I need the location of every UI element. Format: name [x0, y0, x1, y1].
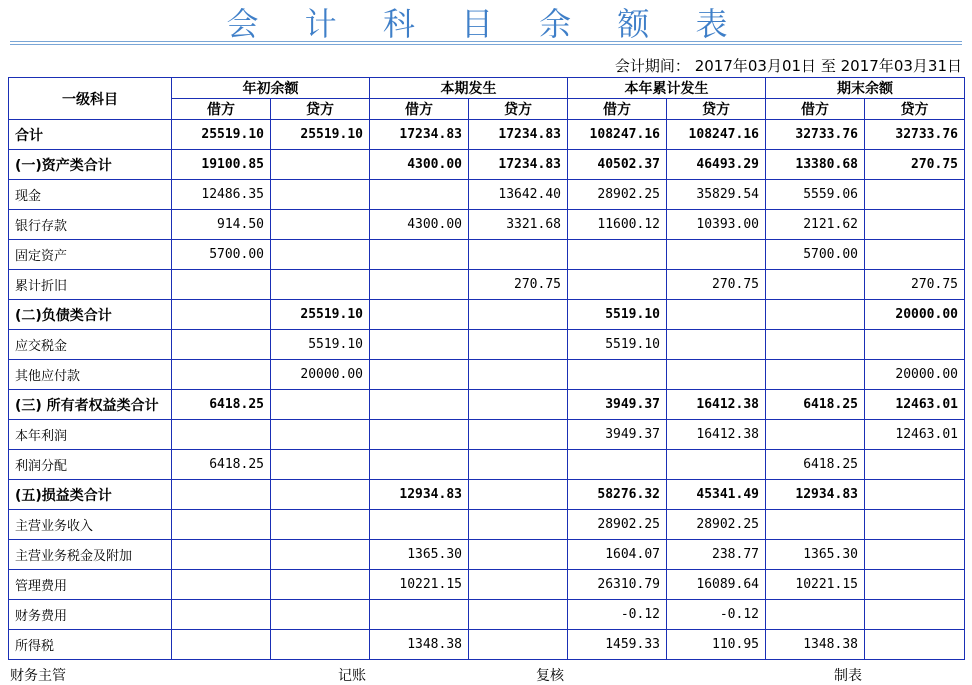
debit-cell: 1365.30	[370, 540, 469, 570]
table-row	[9, 120, 965, 150]
subject-name: (五)损益类合计	[9, 480, 172, 510]
debit-cell	[370, 330, 469, 360]
table-row	[9, 300, 965, 330]
debit-cell: 1348.38	[766, 630, 865, 660]
debit-cell: 6418.25	[172, 390, 271, 420]
credit-cell	[865, 570, 965, 600]
subject-name: 银行存款	[9, 210, 172, 240]
header-row-groups	[9, 78, 965, 99]
credit-cell: 16412.38	[667, 420, 766, 450]
credit-cell	[667, 360, 766, 390]
debit-cell	[568, 270, 667, 300]
header-group-closing: 期末余额	[766, 78, 965, 99]
debit-cell: 6418.25	[172, 450, 271, 480]
credit-cell	[271, 390, 370, 420]
period-to: 至	[820, 57, 836, 75]
subject-name: 累计折旧	[9, 270, 172, 300]
debit-cell	[172, 510, 271, 540]
table-row	[9, 150, 965, 180]
header-credit: 贷方	[865, 99, 965, 120]
debit-cell	[766, 600, 865, 630]
credit-cell: 12463.01	[865, 420, 965, 450]
footer-supervisor: 财务主管	[10, 668, 66, 684]
credit-cell: 45341.49	[667, 480, 766, 510]
period-label: 会计期间：	[614, 57, 690, 75]
credit-cell: 110.95	[667, 630, 766, 660]
credit-cell	[469, 570, 568, 600]
credit-cell	[667, 450, 766, 480]
subject-name: 财务费用	[9, 600, 172, 630]
credit-cell: 5519.10	[271, 330, 370, 360]
debit-cell	[172, 360, 271, 390]
debit-cell: 12486.35	[172, 180, 271, 210]
subject-name: (三) 所有者权益类合计	[9, 390, 172, 420]
credit-cell: 13642.40	[469, 180, 568, 210]
footer-reviewer: 复核	[536, 668, 564, 684]
credit-cell	[271, 270, 370, 300]
credit-cell	[469, 540, 568, 570]
header-group-ytd: 本年累计发生	[568, 78, 766, 99]
credit-cell: 270.75	[865, 150, 965, 180]
credit-cell	[865, 180, 965, 210]
subject-name: (二)负债类合计	[9, 300, 172, 330]
debit-cell	[370, 180, 469, 210]
table-row	[9, 270, 965, 300]
credit-cell	[271, 210, 370, 240]
table-row	[9, 210, 965, 240]
table-row	[9, 360, 965, 390]
credit-cell	[469, 390, 568, 420]
credit-cell: 46493.29	[667, 150, 766, 180]
debit-cell	[172, 420, 271, 450]
period-end: 2017年03月31日	[840, 57, 962, 75]
debit-cell	[766, 360, 865, 390]
subject-name: 应交税金	[9, 330, 172, 360]
header-credit: 贷方	[271, 99, 370, 120]
credit-cell	[469, 510, 568, 540]
debit-cell: 11600.12	[568, 210, 667, 240]
header-debit: 借方	[172, 99, 271, 120]
debit-cell	[370, 420, 469, 450]
credit-cell: 16089.64	[667, 570, 766, 600]
debit-cell: 28902.25	[568, 180, 667, 210]
credit-cell	[667, 330, 766, 360]
credit-cell	[271, 240, 370, 270]
subject-name: 固定资产	[9, 240, 172, 270]
credit-cell	[469, 630, 568, 660]
credit-cell	[469, 300, 568, 330]
signature-footer	[0, 665, 972, 685]
report-title: 会 计 科 目 余 额 表	[226, 5, 746, 43]
debit-cell: 25519.10	[172, 120, 271, 150]
debit-cell: 6418.25	[766, 450, 865, 480]
credit-cell: 270.75	[469, 270, 568, 300]
subject-name: 所得税	[9, 630, 172, 660]
debit-cell: 19100.85	[172, 150, 271, 180]
debit-cell	[370, 510, 469, 540]
debit-cell: 26310.79	[568, 570, 667, 600]
debit-cell: 10221.15	[370, 570, 469, 600]
debit-cell	[766, 330, 865, 360]
debit-cell	[766, 420, 865, 450]
debit-cell	[370, 360, 469, 390]
credit-cell	[271, 480, 370, 510]
debit-cell: 5700.00	[766, 240, 865, 270]
debit-cell	[370, 450, 469, 480]
table-row	[9, 630, 965, 660]
debit-cell	[172, 630, 271, 660]
header-debit: 借方	[370, 99, 469, 120]
debit-cell: 12934.83	[766, 480, 865, 510]
balance-table	[8, 77, 965, 660]
credit-cell	[271, 600, 370, 630]
header-group-current: 本期发生	[370, 78, 568, 99]
debit-cell	[172, 330, 271, 360]
subject-name: 其他应付款	[9, 360, 172, 390]
debit-cell: 6418.25	[766, 390, 865, 420]
table-body	[9, 120, 965, 660]
credit-cell	[865, 480, 965, 510]
debit-cell	[172, 570, 271, 600]
debit-cell: 17234.83	[370, 120, 469, 150]
debit-cell	[568, 360, 667, 390]
header-credit: 贷方	[667, 99, 766, 120]
credit-cell	[469, 360, 568, 390]
credit-cell	[865, 510, 965, 540]
credit-cell	[271, 420, 370, 450]
debit-cell: 108247.16	[568, 120, 667, 150]
credit-cell	[271, 630, 370, 660]
credit-cell: 20000.00	[865, 300, 965, 330]
credit-cell	[865, 240, 965, 270]
debit-cell	[172, 540, 271, 570]
debit-cell	[172, 300, 271, 330]
table-row	[9, 390, 965, 420]
debit-cell: 1365.30	[766, 540, 865, 570]
subject-name: (一)资产类合计	[9, 150, 172, 180]
credit-cell	[271, 540, 370, 570]
header-group-opening: 年初余额	[172, 78, 370, 99]
debit-cell	[370, 600, 469, 630]
debit-cell	[370, 270, 469, 300]
debit-cell: 12934.83	[370, 480, 469, 510]
footer-bookkeeper: 记账	[338, 668, 366, 684]
debit-cell	[766, 510, 865, 540]
debit-cell: 13380.68	[766, 150, 865, 180]
debit-cell: 58276.32	[568, 480, 667, 510]
credit-cell	[865, 540, 965, 570]
credit-cell: 32733.76	[865, 120, 965, 150]
debit-cell: 5519.10	[568, 330, 667, 360]
debit-cell	[568, 240, 667, 270]
credit-cell	[271, 150, 370, 180]
credit-cell: 20000.00	[271, 360, 370, 390]
table-row	[9, 540, 965, 570]
credit-cell: 25519.10	[271, 300, 370, 330]
debit-cell: -0.12	[568, 600, 667, 630]
table-row	[9, 420, 965, 450]
subject-name: 本年利润	[9, 420, 172, 450]
debit-cell: 3949.37	[568, 390, 667, 420]
debit-cell	[370, 240, 469, 270]
debit-cell: 1348.38	[370, 630, 469, 660]
table-row	[9, 450, 965, 480]
debit-cell	[568, 450, 667, 480]
credit-cell: 16412.38	[667, 390, 766, 420]
debit-cell: 28902.25	[568, 510, 667, 540]
credit-cell: 20000.00	[865, 360, 965, 390]
debit-cell	[370, 390, 469, 420]
credit-cell	[865, 600, 965, 630]
subject-name: 管理费用	[9, 570, 172, 600]
table-row	[9, 240, 965, 270]
header-subject: 一级科目	[9, 78, 172, 120]
debit-cell	[370, 300, 469, 330]
debit-cell: 10221.15	[766, 570, 865, 600]
debit-cell	[172, 480, 271, 510]
debit-cell	[766, 300, 865, 330]
credit-cell	[271, 570, 370, 600]
table-row	[9, 330, 965, 360]
credit-cell	[469, 450, 568, 480]
title-underline-double	[10, 44, 962, 45]
credit-cell	[469, 600, 568, 630]
debit-cell	[172, 270, 271, 300]
credit-cell: 270.75	[865, 270, 965, 300]
title-underline	[10, 41, 962, 42]
credit-cell	[469, 480, 568, 510]
debit-cell: 4300.00	[370, 150, 469, 180]
credit-cell	[469, 420, 568, 450]
credit-cell	[865, 450, 965, 480]
table-row	[9, 570, 965, 600]
debit-cell: 3949.37	[568, 420, 667, 450]
credit-cell	[667, 300, 766, 330]
subject-name: 现金	[9, 180, 172, 210]
debit-cell: 1459.33	[568, 630, 667, 660]
credit-cell: 28902.25	[667, 510, 766, 540]
credit-cell: 12463.01	[865, 390, 965, 420]
credit-cell: 17234.83	[469, 120, 568, 150]
credit-cell: 17234.83	[469, 150, 568, 180]
debit-cell: 5700.00	[172, 240, 271, 270]
subject-name: 主营业务税金及附加	[9, 540, 172, 570]
debit-cell: 1604.07	[568, 540, 667, 570]
debit-cell	[172, 600, 271, 630]
debit-cell: 914.50	[172, 210, 271, 240]
debit-cell: 32733.76	[766, 120, 865, 150]
credit-cell: 3321.68	[469, 210, 568, 240]
credit-cell: 108247.16	[667, 120, 766, 150]
debit-cell: 4300.00	[370, 210, 469, 240]
header-debit: 借方	[766, 99, 865, 120]
debit-cell: 40502.37	[568, 150, 667, 180]
credit-cell: 238.77	[667, 540, 766, 570]
credit-cell: 25519.10	[271, 120, 370, 150]
credit-cell: 35829.54	[667, 180, 766, 210]
debit-cell: 5519.10	[568, 300, 667, 330]
footer-preparer: 制表	[834, 668, 862, 684]
credit-cell	[271, 180, 370, 210]
header-debit: 借方	[568, 99, 667, 120]
credit-cell	[271, 450, 370, 480]
credit-cell	[667, 240, 766, 270]
accounting-period	[615, 56, 962, 76]
credit-cell	[865, 630, 965, 660]
credit-cell	[865, 330, 965, 360]
debit-cell	[766, 270, 865, 300]
subject-name: 合计	[9, 120, 172, 150]
table-row	[9, 600, 965, 630]
subject-name: 主营业务收入	[9, 510, 172, 540]
table-row	[9, 180, 965, 210]
credit-cell: 270.75	[667, 270, 766, 300]
table-row	[9, 480, 965, 510]
debit-cell: 2121.62	[766, 210, 865, 240]
credit-cell	[469, 240, 568, 270]
credit-cell: 10393.00	[667, 210, 766, 240]
header-credit: 贷方	[469, 99, 568, 120]
subject-name: 利润分配	[9, 450, 172, 480]
period-start: 2017年03月01日	[694, 57, 817, 75]
credit-cell	[865, 210, 965, 240]
credit-cell	[469, 330, 568, 360]
credit-cell: -0.12	[667, 600, 766, 630]
table-row	[9, 510, 965, 540]
credit-cell	[271, 510, 370, 540]
debit-cell: 5559.06	[766, 180, 865, 210]
